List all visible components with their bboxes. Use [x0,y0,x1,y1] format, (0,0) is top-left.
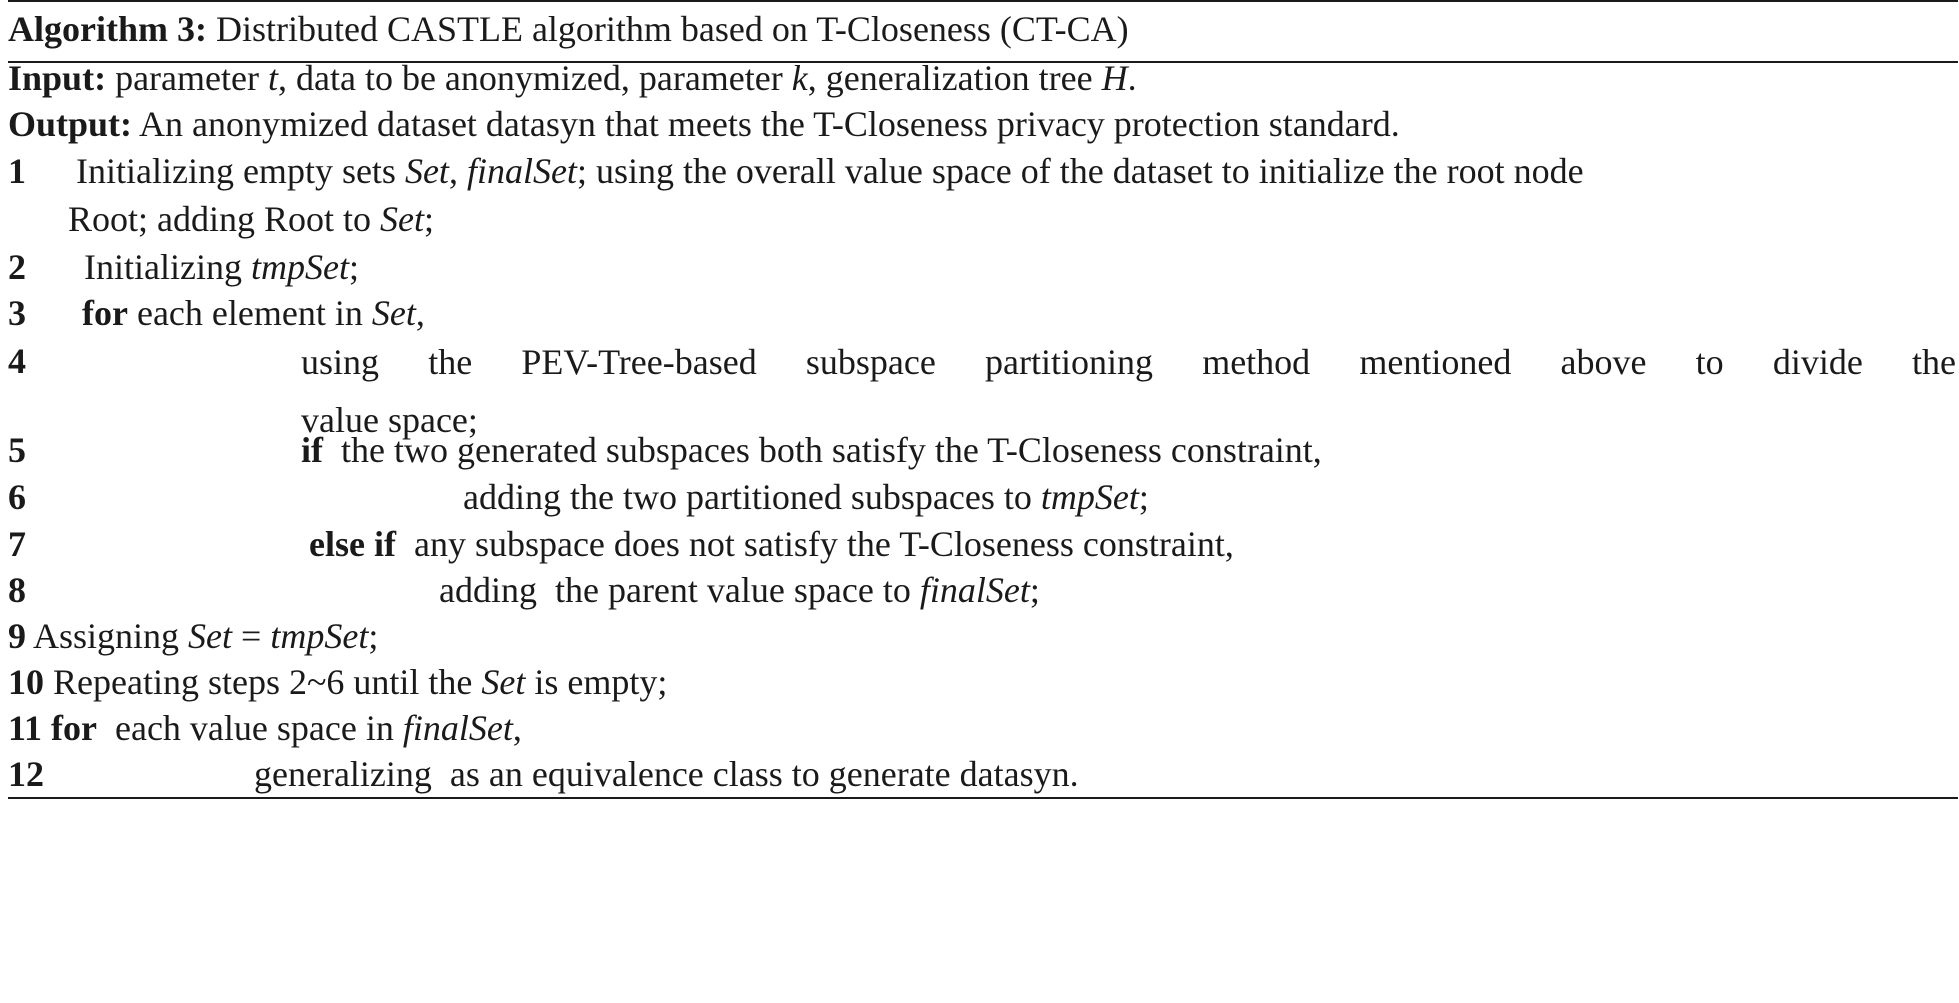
var-k: k [791,58,808,98]
var-set: Set [371,293,416,333]
step-number: 9 [8,616,26,656]
var-t: t [267,58,278,98]
var-tmpset: tmpSet [1040,477,1139,517]
step-5-text [301,428,1322,472]
step-2-text [84,245,359,289]
step-text: using the PEV-Tree-based subspace partitioning method mentioned above to divide the [301,342,1956,382]
step-number: 1 [8,151,26,191]
step-text: , [512,708,522,748]
step-text: ; [424,199,435,239]
step-number: 10 [8,662,44,702]
step-11 [8,706,522,750]
step-text: is empty; [525,662,668,702]
step-text: = [232,616,271,656]
input-text: . [1127,58,1137,98]
step-number: 5 [8,430,26,470]
algorithm-title-text: Distributed CASTLE algorithm based on T-Closeness (CT-CA) [215,9,1129,49]
output-label: Output: [8,104,133,144]
algorithm-title [8,7,1129,51]
var-finalset: finalSet [919,570,1030,610]
step-text: ; [348,247,359,287]
step-text: value space; [301,400,478,440]
step-6-text [463,475,1149,519]
var-set: Set [481,662,526,702]
keyword-else-if: else if [309,524,396,564]
step-3-text [82,291,425,335]
var-finalset: finalSet [466,151,577,191]
var-tmpset: tmpSet [250,247,349,287]
bottom-rule [8,797,1958,799]
top-rule [8,0,1958,2]
step-text: Repeating steps 2~6 until the [53,662,482,702]
step-text: Initializing empty sets [76,151,405,191]
step-text: ; [1029,570,1040,610]
step-text: Assigning [33,616,189,656]
step-text: ; [368,616,379,656]
step-number: 8 [8,570,26,610]
step-text: Initializing [84,247,251,287]
var-set: Set [404,151,449,191]
keyword-if: if [301,430,323,470]
step-12-text: generalizing as an equivalence class to generate datasyn. [254,754,1079,794]
step-number: 4 [8,341,26,381]
step-number: 3 [8,293,26,333]
algorithm-label: Algorithm 3: [8,9,207,49]
input-label: Input: [8,58,107,98]
step-number: 11 [8,708,43,748]
step-text: adding the two partitioned subspaces to [463,477,1041,517]
input-text: , data to be anonymized, parameter [277,58,792,98]
step-9 [8,614,378,658]
keyword-for: for [82,293,128,333]
step-text: ; using the overall value space of the dataset to initialize the root node [576,151,1584,191]
step-1-text-line2 [68,197,434,241]
step-text: ; [1138,477,1149,517]
step-8-text [439,568,1040,612]
step-text: Root; adding Root to [68,199,381,239]
input-text: parameter [115,58,268,98]
var-set: Set [380,199,424,239]
keyword-for: for [51,708,97,748]
step-number: 2 [8,247,26,287]
step-number: 6 [8,477,26,517]
output-line [8,102,1400,146]
step-number: 7 [8,524,26,564]
input-line [8,56,1137,100]
input-text: , generalization tree [807,58,1102,98]
step-1-text-line1 [76,149,1584,193]
output-text: An anonymized dataset datasyn that meets the T-Closeness privacy protection standard. [139,104,1400,144]
step-number: 12 [8,754,44,794]
var-set: Set [188,616,233,656]
step-text: , [415,293,425,333]
step-7-text [309,522,1234,566]
step-text: each value space in [114,708,403,748]
step-text: the two generated subspaces both satisfy the T-Closeness constraint, [341,430,1322,470]
var-h: H [1101,58,1128,98]
var-finalset: finalSet [402,708,513,748]
step-text: , [448,151,467,191]
step-text: any subspace does not satisfy the T-Closeness constraint, [413,524,1234,564]
step-10 [8,660,667,704]
step-text: each element in [127,293,372,333]
step-text: adding the parent value space to [439,570,920,610]
var-tmpset: tmpSet [270,616,369,656]
